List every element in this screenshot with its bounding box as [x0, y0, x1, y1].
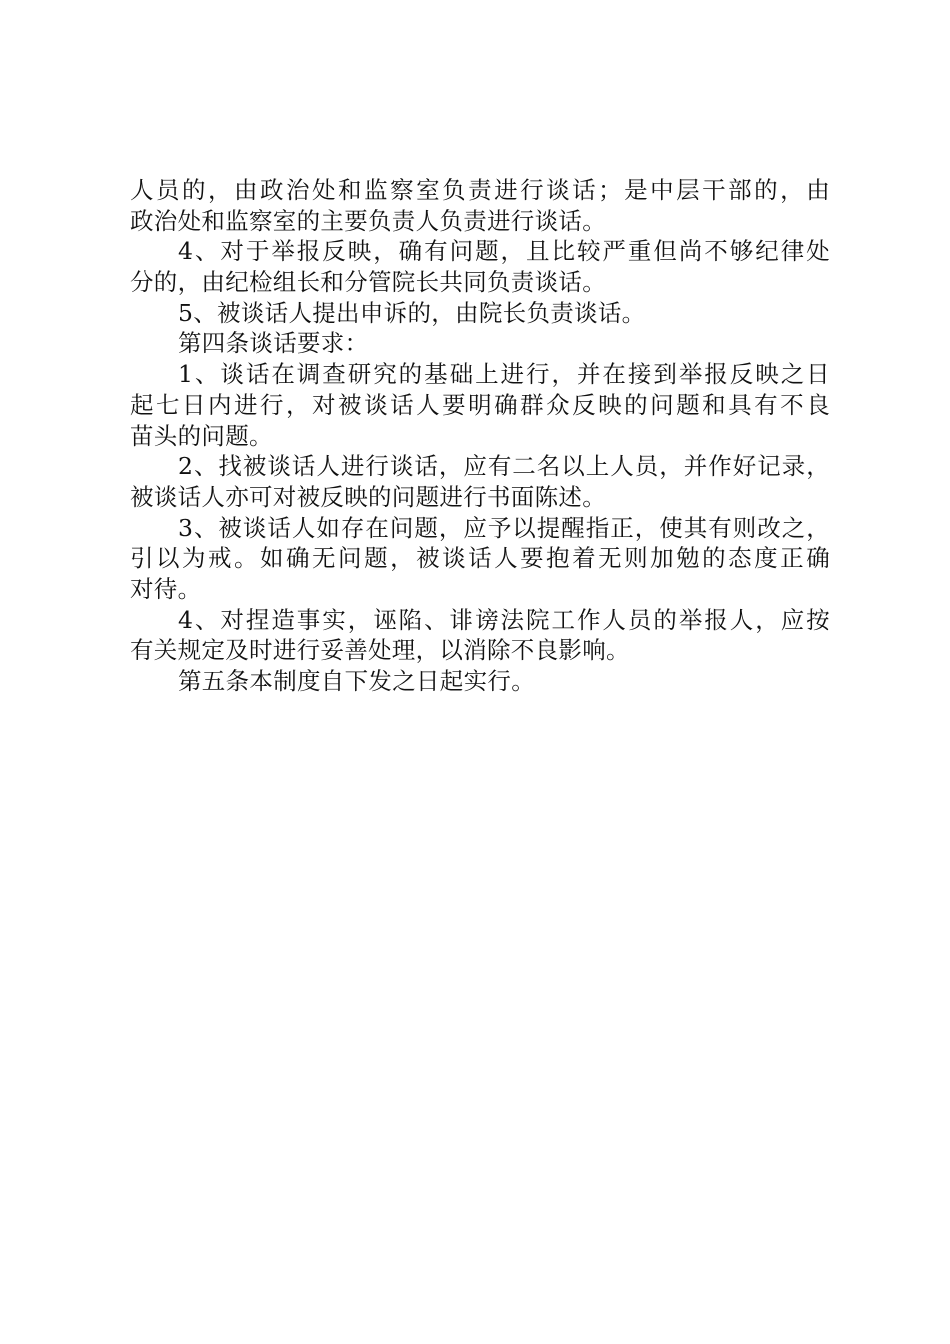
section-heading: 第四条谈话要求： [178, 329, 369, 358]
paragraph-line: 人员的，由政治处和监察室负责进行谈话；是中层干部的，由 [130, 176, 830, 204]
paragraph-line: 4、对捏造事实，诬陷、诽谤法院工作人员的举报人，应按 [178, 605, 830, 634]
paragraph-line: 2、找被谈话人进行谈话，应有二名以上人员，并作好记录， [178, 452, 830, 481]
paragraph-line: 3、被谈话人如存在问题，应予以提醒指正，使其有则改之， [178, 513, 830, 542]
document-body [130, 175, 830, 697]
section-heading: 第五条本制度自下发之日起实行。 [178, 667, 535, 695]
paragraph-line: 引以为戒。如确无问题，被谈话人要抱着无则加勉的态度正确 [130, 544, 830, 573]
paragraph-line: 1、谈话在调查研究的基础上进行，并在接到举报反映之日 [178, 360, 830, 389]
paragraph-line: 政治处和监察室的主要负责人负责进行谈话。 [130, 206, 606, 235]
paragraph-line: 分的，由纪检组长和分管院长共同负责谈话。 [130, 268, 606, 297]
paragraph-line: 苗头的问题。 [130, 421, 273, 450]
paragraph-line: 4、对于举报反映，确有问题，且比较严重但尚不够纪律处 [178, 237, 830, 266]
paragraph-line: 起七日内进行，对被谈话人要明确群众反映的问题和具有不良 [130, 390, 830, 419]
paragraph-line: 有关规定及时进行妥善处理，以消除不良影响。 [130, 636, 630, 665]
paragraph-line: 5、被谈话人提出申诉的，由院长负责谈话。 [178, 298, 646, 327]
paragraph-line: 被谈话人亦可对被反映的问题进行书面陈述。 [130, 482, 606, 511]
paragraph-line: 对待。 [130, 574, 202, 603]
